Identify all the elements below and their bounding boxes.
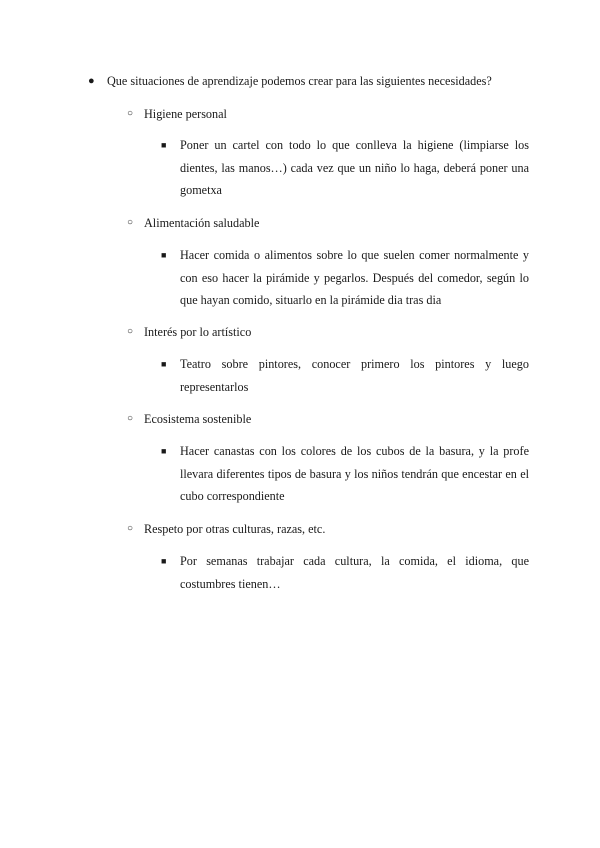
need-heading-text: Alimentación saludable bbox=[144, 216, 260, 230]
hollow-circle-bullet-icon: ○ bbox=[127, 413, 134, 424]
hollow-circle-bullet-icon: ○ bbox=[127, 326, 134, 337]
situation-item bbox=[161, 244, 529, 312]
situation-item bbox=[161, 134, 529, 202]
square-bullet-icon: ■ bbox=[161, 359, 167, 369]
situation-text: Teatro sobre pintores, conocer primero los pintores y luego representarlos bbox=[180, 357, 529, 394]
need-heading-text: Ecosistema sostenible bbox=[144, 412, 252, 426]
square-bullet-icon: ■ bbox=[161, 250, 167, 260]
hollow-circle-bullet-icon: ○ bbox=[127, 108, 134, 119]
hollow-circle-bullet-icon: ○ bbox=[127, 523, 134, 534]
situation-text: Hacer comida o alimentos sobre lo que suelen comer normalmente y con eso hacer la pirámide y pegarlos. Después del comedor, según lo que hayan comido, situarlo en la pirámide dia tras dia bbox=[180, 248, 529, 307]
square-bullet-icon: ■ bbox=[161, 140, 167, 150]
situation-text: Por semanas trabajar cada cultura, la comida, el idioma, que costumbres tienen… bbox=[180, 554, 529, 591]
filled-circle-bullet-icon: ● bbox=[88, 75, 95, 87]
situation-text: Hacer canastas con los colores de los cubos de la basura, y la profe llevara diferentes tipos de basura y los niños tendrán que encestar en el cubo correspondiente bbox=[180, 444, 529, 503]
square-bullet-icon: ■ bbox=[161, 556, 167, 566]
need-heading-text: Respeto por otras culturas, razas, etc. bbox=[144, 522, 326, 536]
hollow-circle-bullet-icon: ○ bbox=[127, 217, 134, 228]
main-question-text: Que situaciones de aprendizaje podemos crear para las siguientes necesidades? bbox=[107, 74, 492, 88]
need-heading-text: Interés por lo artístico bbox=[144, 325, 252, 339]
situation-text: Poner un cartel con todo lo que conlleva la higiene (limpiarse los dientes, las manos…) cada vez que un niño lo haga, deberá poner una gometxa bbox=[180, 138, 529, 197]
situation-item bbox=[161, 353, 529, 398]
situation-item bbox=[161, 440, 529, 508]
need-heading-text: Higiene personal bbox=[144, 107, 227, 121]
situation-item bbox=[161, 550, 529, 595]
square-bullet-icon: ■ bbox=[161, 446, 167, 456]
